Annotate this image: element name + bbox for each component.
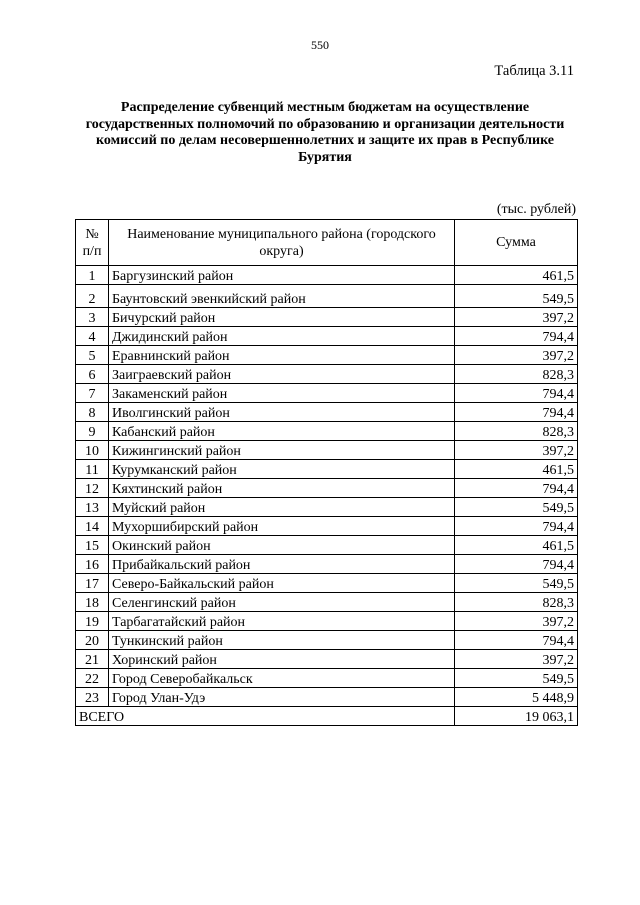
row-number: 13 xyxy=(76,498,109,517)
row-number: 15 xyxy=(76,536,109,555)
row-sum: 794,4 xyxy=(455,327,578,346)
row-number: 19 xyxy=(76,612,109,631)
row-district-name: Закаменский район xyxy=(109,384,455,403)
row-sum: 828,3 xyxy=(455,593,578,612)
distribution-table xyxy=(75,219,578,726)
table-row xyxy=(76,403,578,422)
table-row xyxy=(76,266,578,285)
row-number: 23 xyxy=(76,688,109,707)
table-row xyxy=(76,650,578,669)
row-sum: 461,5 xyxy=(455,460,578,479)
table-row xyxy=(76,441,578,460)
table-row xyxy=(76,688,578,707)
row-sum: 397,2 xyxy=(455,441,578,460)
table-row xyxy=(76,631,578,650)
row-sum: 794,4 xyxy=(455,384,578,403)
table-row xyxy=(76,384,578,403)
table-row xyxy=(76,479,578,498)
row-sum: 794,4 xyxy=(455,555,578,574)
row-number: 1 xyxy=(76,266,109,285)
table-row xyxy=(76,308,578,327)
row-sum: 397,2 xyxy=(455,650,578,669)
row-district-name: Хоринский район xyxy=(109,650,455,669)
total-label: ВСЕГО xyxy=(76,707,455,726)
table-row xyxy=(76,593,578,612)
row-district-name: Бичурский район xyxy=(109,308,455,327)
table-title: Распределение субвенций местным бюджетам на осуществление государственных полномочий по образованию и организации деятельности комиссий по делам несовершеннолетних и защите их прав в Республике Бурятия xyxy=(85,100,565,165)
row-number: 2 xyxy=(76,285,109,308)
row-district-name: Кяхтинский район xyxy=(109,479,455,498)
table-row xyxy=(76,498,578,517)
row-number: 5 xyxy=(76,346,109,365)
row-district-name: Мухоршибирский район xyxy=(109,517,455,536)
row-district-name: Тункинский район xyxy=(109,631,455,650)
row-number: 10 xyxy=(76,441,109,460)
row-number: 18 xyxy=(76,593,109,612)
row-number: 22 xyxy=(76,669,109,688)
table-row xyxy=(76,517,578,536)
row-district-name: Селенгинский район xyxy=(109,593,455,612)
row-number: 14 xyxy=(76,517,109,536)
row-district-name: Кижингинский район xyxy=(109,441,455,460)
row-district-name: Город Улан-Удэ xyxy=(109,688,455,707)
table-row xyxy=(76,365,578,384)
table-header-row xyxy=(76,220,578,266)
row-district-name: Баунтовский эвенкийский район xyxy=(109,285,455,308)
row-sum: 549,5 xyxy=(455,574,578,593)
page-number: 550 xyxy=(311,38,329,52)
row-sum: 461,5 xyxy=(455,266,578,285)
row-number: 20 xyxy=(76,631,109,650)
row-sum: 549,5 xyxy=(455,285,578,308)
table-row xyxy=(76,669,578,688)
row-number: 11 xyxy=(76,460,109,479)
row-number: 6 xyxy=(76,365,109,384)
total-row xyxy=(76,707,578,726)
column-header-sum: Сумма xyxy=(455,220,578,266)
table-row xyxy=(76,574,578,593)
column-header-name: Наименование муниципального района (городского округа) xyxy=(109,220,455,266)
row-number: 21 xyxy=(76,650,109,669)
row-district-name: Еравнинский район xyxy=(109,346,455,365)
row-district-name: Иволгинский район xyxy=(109,403,455,422)
row-district-name: Муйский район xyxy=(109,498,455,517)
row-number: 16 xyxy=(76,555,109,574)
table-row xyxy=(76,327,578,346)
row-district-name: Северо-Байкальский район xyxy=(109,574,455,593)
row-sum: 397,2 xyxy=(455,612,578,631)
table-row xyxy=(76,285,578,308)
row-number: 3 xyxy=(76,308,109,327)
row-number: 12 xyxy=(76,479,109,498)
table-label: Таблица 3.11 xyxy=(494,63,574,79)
units-note: (тыс. рублей) xyxy=(496,202,576,217)
table-row xyxy=(76,460,578,479)
table-row xyxy=(76,612,578,631)
row-sum: 397,2 xyxy=(455,346,578,365)
row-number: 7 xyxy=(76,384,109,403)
row-district-name: Заиграевский район xyxy=(109,365,455,384)
row-sum: 794,4 xyxy=(455,517,578,536)
row-district-name: Кабанский район xyxy=(109,422,455,441)
table-row xyxy=(76,536,578,555)
table-row xyxy=(76,555,578,574)
row-number: 4 xyxy=(76,327,109,346)
row-district-name: Джидинский район xyxy=(109,327,455,346)
row-sum: 549,5 xyxy=(455,498,578,517)
row-sum: 794,4 xyxy=(455,403,578,422)
row-district-name: Тарбагатайский район xyxy=(109,612,455,631)
row-sum: 794,4 xyxy=(455,479,578,498)
row-sum: 461,5 xyxy=(455,536,578,555)
row-district-name: Баргузинский район xyxy=(109,266,455,285)
total-sum: 19 063,1 xyxy=(455,707,578,726)
table-row xyxy=(76,422,578,441)
row-district-name: Прибайкальский район xyxy=(109,555,455,574)
row-sum: 828,3 xyxy=(455,422,578,441)
row-sum: 828,3 xyxy=(455,365,578,384)
column-header-number: № п/п xyxy=(76,220,109,266)
row-district-name: Город Северобайкальск xyxy=(109,669,455,688)
row-district-name: Окинский район xyxy=(109,536,455,555)
row-sum: 794,4 xyxy=(455,631,578,650)
row-number: 9 xyxy=(76,422,109,441)
row-sum: 5 448,9 xyxy=(455,688,578,707)
table-row xyxy=(76,346,578,365)
row-number: 17 xyxy=(76,574,109,593)
row-number: 8 xyxy=(76,403,109,422)
row-sum: 549,5 xyxy=(455,669,578,688)
row-district-name: Курумканский район xyxy=(109,460,455,479)
row-sum: 397,2 xyxy=(455,308,578,327)
